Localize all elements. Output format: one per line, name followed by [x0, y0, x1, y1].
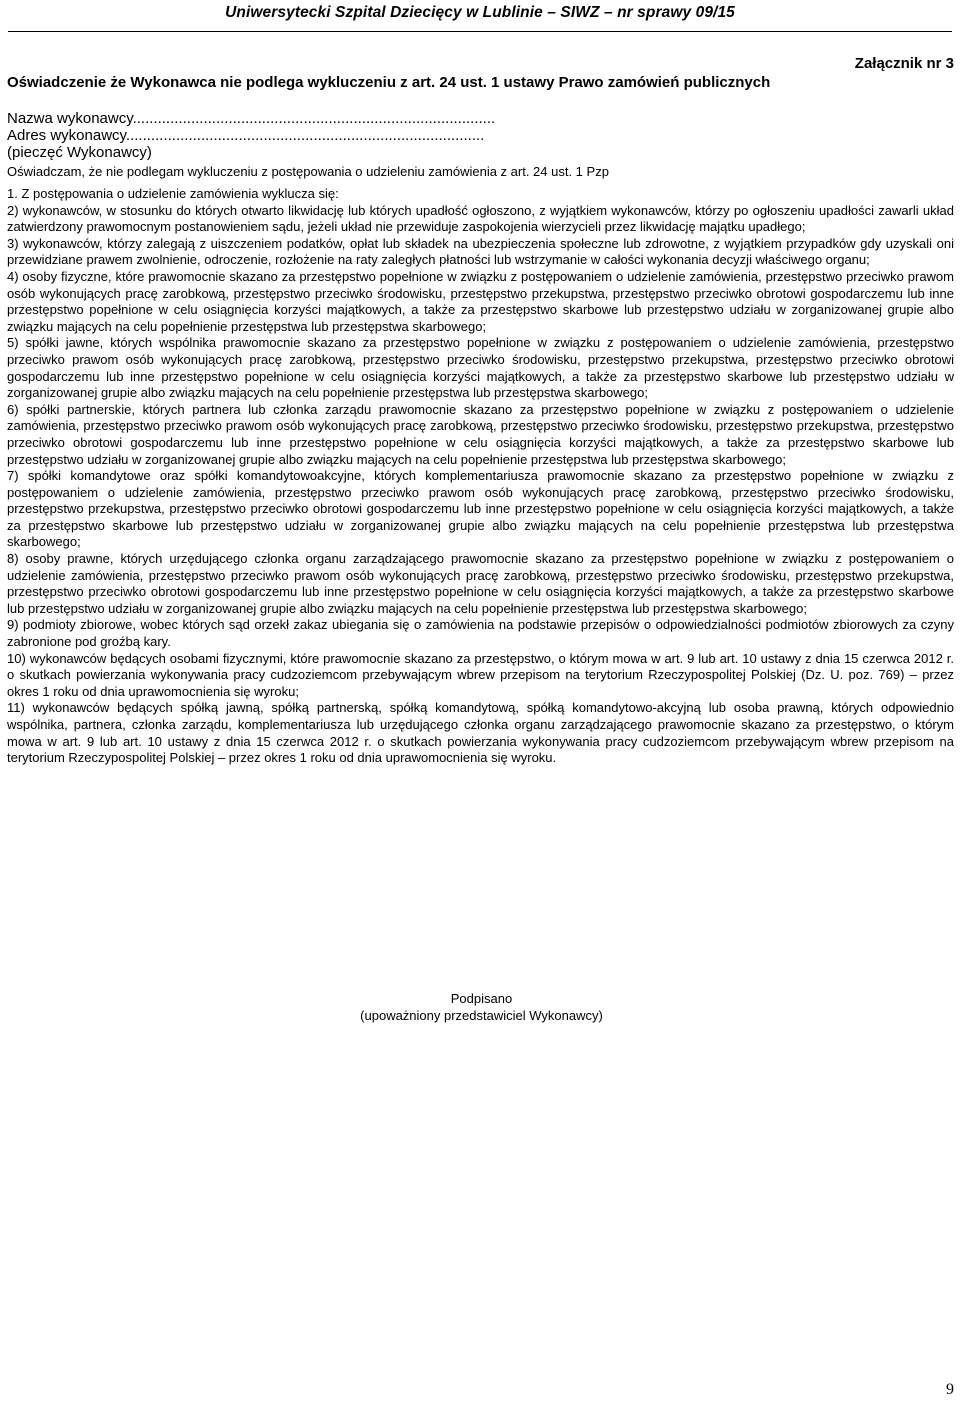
contractor-address-line: Adres wykonawcy......................................................................................	[7, 127, 485, 144]
header-rule	[8, 31, 952, 32]
paragraph-9: 9) podmioty zbiorowe, wobec których sąd orzekł zakaz ubiegania się o zamówienia na podstawie przepisów o odpowiedzialności podmiotów zbiorowych za czyny zabronione pod groźbą kary.	[7, 617, 954, 650]
paragraph-11: 11) wykonawców będących spółką jawną, spółką partnerską, spółką komandytową, spółką komandytowo-akcyjną lub osoba prawną, których odpowiednio wspólnika, partnera, członka zarządu, komplementariusza lub urzędującego członka organu zarządzającego prawomocnie skazano za przestępstwo, o którym mowa w art. 9 lub art. 10 ustawy z dnia 15 czerwca 2012 r. o skutkach powierzania wykonywania pracy cudzoziemcom przebywającym wbrew przepisom na terytorium Rzeczypospolitej Polskiej – przez okres 1 roku od dnia uprawomocnienia się wyroku.	[7, 700, 954, 766]
paragraph-3: 3) wykonawców, którzy zalegają z uiszczeniem podatków, opłat lub składek na ubezpieczenia społeczne lub zdrowotne, z wyjątkiem przypadków gdy uzyskali oni przewidziane prawem zwolnienie, odroczenie, rozłożenie na raty zaległych płatności lub wstrzymanie w całości wykonania decyzji właściwego organu;	[7, 235, 954, 268]
paragraph-6: 6) spółki partnerskie, których partnera lub członka zarządu prawomocnie skazano za przestępstwo popełnione w związku z postępowaniem o udzielenie zamówienia, przestępstwo przeciwko prawom osób wykonujących pracę zarobkową, przestępstwo przeciwko środowisku, przestępstwo przekupstwa, przestępstwo przeciwko obrotowi gospodarczemu lub inne przestępstwo popełnione w celu osiągnięcia korzyści majątkowych, a także za przestępstwo skarbowe lub przestępstwo udziału w zorganizowanej grupie albo związku mających na celu popełnienie przestępstwa lub przestępstwa skarbowego;	[7, 401, 954, 467]
annex-label: Załącznik nr 3	[854, 55, 954, 72]
signature-representative: (upoważniony przedstawiciel Wykonawcy)	[360, 1008, 603, 1023]
contractor-stamp-line: (pieczęć Wykonawcy)	[7, 144, 152, 161]
paragraph-1: 1. Z postępowania o udzielenie zamówienia wyklucza się:	[7, 186, 339, 201]
exclusion-grounds	[7, 186, 954, 767]
non-exclusion-statement: Oświadczam, że nie podlegam wykluczeniu z postępowania o udzieleniu zamówienia z art. 24 ust. 1 Pzp	[7, 164, 609, 179]
paragraph-7: 7) spółki komandytowe oraz spółki komandytowoakcyjne, których komplementariusza prawomocnie skazano za przestępstwo popełnione w związku z postępowaniem o udzielenie zamówienia, przestępstwo przeciwko prawom osób wykonujących pracę zarobkową, przestępstwo przeciwko środowisku, przestępstwo przekupstwa, przestępstwo przeciwko obrotowi gospodarczemu lub inne przestępstwo popełnione w celu osiągnięcia korzyści majątkowych, a także za przestępstwo skarbowe lub przestępstwo udziału w zorganizowanej grupie albo związku mających na celu popełnienie przestępstwa lub przestępstwa skarbowego;	[7, 468, 954, 550]
paragraph-10: 10) wykonawców będących osobami fizycznymi, które prawomocnie skazano za przestępstwo, o którym mowa w art. 9 lub art. 10 ustawy z dnia 15 czerwca 2012 r. o skutkach powierzania wykonywania pracy cudzoziemcom przebywającym wbrew przepisom na terytorium Rzeczypospolitej Polskiej (Dz. U. poz. 769) – przez okres 1 roku od dnia uprawomocnienia się wyroku;	[7, 650, 954, 699]
signature-signed: Podpisano	[450, 991, 513, 1006]
contractor-name-line: Nazwa wykonawcy.......................................................................................	[7, 110, 496, 127]
paragraph-2: 2) wykonawców, w stosunku do których otwarto likwidację lub których upadłość ogłoszono, z wyjątkiem wykonawców, którzy po ogłoszeniu upadłości zawarli układ zatwierdzony prawomocnym postanowieniem sądu, jeżeli układ nie przewiduje zaspokojenia wierzycieli przez likwidację majątku upadłego;	[7, 202, 954, 235]
running-header: Uniwersytecki Szpital Dziecięcy w Lublinie – SIWZ – nr sprawy 09/15	[225, 4, 735, 21]
paragraph-5: 5) spółki jawne, których wspólnika prawomocnie skazano za przestępstwo popełnione w związku z postępowaniem o udzielenie zamówienia, przestępstwo przeciwko prawom osób wykonujących pracę zarobkową, przestępstwo przeciwko środowisku, przestępstwo przekupstwa, przestępstwo przeciwko obrotowi gospodarczemu lub inne przestępstwo popełnione w celu osiągnięcia korzyści majątkowych, a także za przestępstwo skarbowe lub przestępstwo udziału w zorganizowanej grupie albo związku mających na celu popełnienie przestępstwa lub przestępstwa skarbowego;	[7, 335, 954, 401]
page-number: 9	[946, 1381, 954, 1398]
paragraph-8: 8) osoby prawne, których urzędującego członka organu zarządzającego prawomocnie skazano za przestępstwo popełnione w związku z postępowaniem o udzielenie zamówienia, przestępstwo przeciwko prawom osób wykonujących pracę zarobkową, przestępstwo przeciwko środowisku, przestępstwo przekupstwa, przestępstwo przeciwko obrotowi gospodarczemu lub inne przestępstwo popełnione w celu osiągnięcia korzyści majątkowych, a także za przestępstwo skarbowe lub przestępstwo udziału w zorganizowanej grupie albo związku mających na celu popełnienie przestępstwa lub przestępstwa skarbowego;	[7, 551, 954, 616]
paragraph-4: 4) osoby fizyczne, które prawomocnie skazano za przestępstwo popełnione w związku z postępowaniem o udzielenie zamówienia, przestępstwo przeciwko prawom osób wykonujących pracę zarobkową, przestępstwo przeciwko środowisku, przestępstwo przekupstwa, przestępstwo przeciwko obrotowi gospodarczemu lub inne przestępstwo popełnione w celu osiągnięcia korzyści majątkowych, a także za przestępstwo skarbowe lub przestępstwo udziału w zorganizowanej grupie albo związku mających na celu popełnienie przestępstwa lub przestępstwa skarbowego;	[7, 268, 954, 334]
document-title: Oświadczenie że Wykonawca nie podlega wykluczeniu z art. 24 ust. 1 ustawy Prawo zamówień publicznych	[7, 74, 771, 91]
